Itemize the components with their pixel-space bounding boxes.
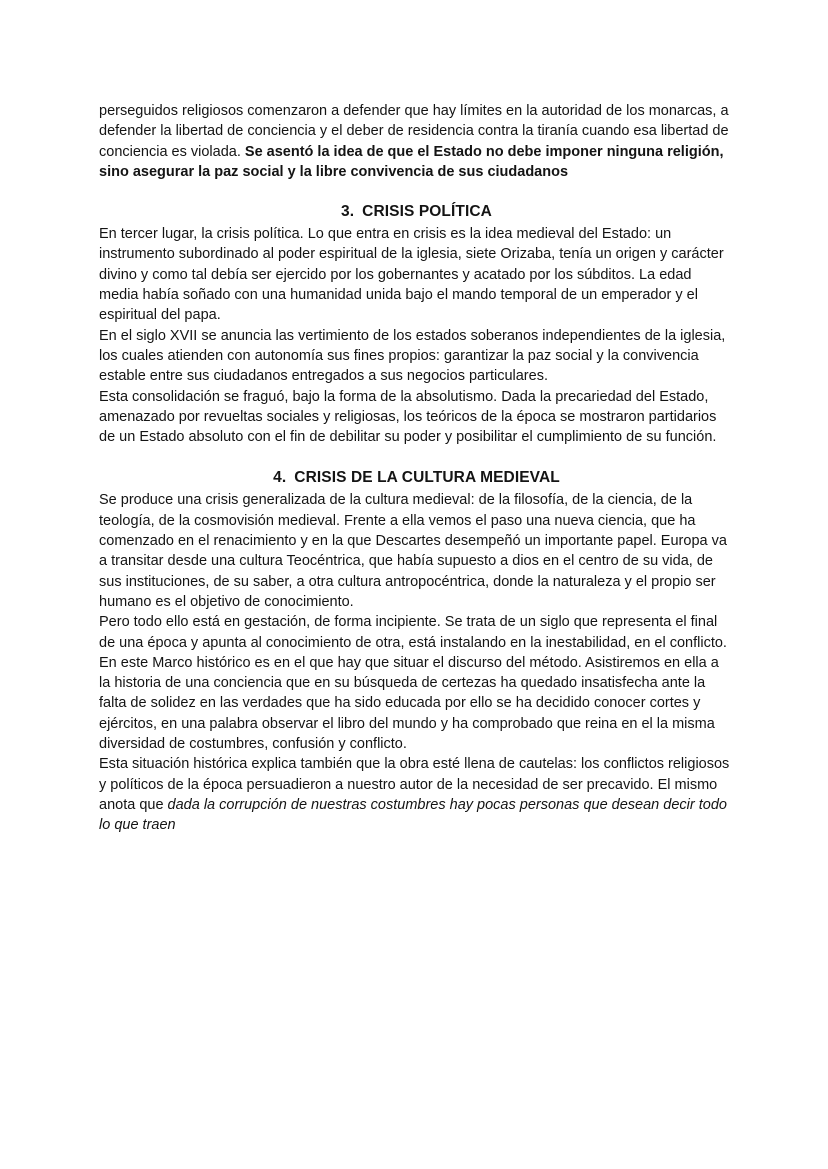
intro-paragraph (99, 101, 734, 182)
section-3-paragraph-2: En el siglo XVII se anuncia las vertimiento de los estados soberanos independientes de la iglesia, los cuales atienden con autonomía sus fines propios: garantizar la paz social y la convivencia estable entre sus ciudadanos entregados a sus negocios particulares. (99, 327, 726, 385)
intro-text: perseguidos religiosos comenzaron a defender que hay límites en la autoridad de los monarcas, a defender la libertad de conciencia y el deber de residencia contra la tiranía cuando esa libertad de conciencia es violada. (99, 103, 729, 160)
section-4-paragraph-4 (99, 754, 734, 835)
section-3-number: 3. (341, 203, 355, 221)
section-4-paragraph-3: En este Marco histórico es en el que hay que situar el discurso del método. Asistiremos en ella a la historia de una conciencia que en su búsqueda de certezas ha quedado insatisfecha ante la falta de solidez en las verdades que ha sido educada por ello se ha decidido conocer cortes y ejércitos, en una palabra observar el libro del mundo y ha comprobado que reina en el la misma diversidad de costumbres, confusión y conflicto. (99, 654, 719, 753)
section-3-heading (99, 202, 734, 222)
section-4-paragraph-1: Se produce una crisis generalizada de la cultura medieval: de la filosofía, de la ciencia, de la teología, de la cosmovisión medieval. Frente a ella vemos el paso una nueva ciencia, que ha comenzado en el renacimiento y en la que Descartes desempeñó un importante papel. Europa va a transitar desde una cultura Teocéntrica, que había supuesto a dios en el centro de su vida, de sus instituciones, de su saber, a otra cultura antropocéntrica, donde la naturaleza y el propio ser humano es el objetivo de conocimiento. (99, 492, 727, 610)
section-3-title: CRISIS POLÍTICA (362, 203, 492, 221)
section-3-paragraph-1: En tercer lugar, la crisis política. Lo que entra en crisis es la idea medieval del Estado: un instrumento subordinado al poder espiritual de la iglesia, siete Orizaba, tenía un origen y carácter divino y como tal debía ser ejercido por los gobernantes y acatado por los súbditos. La edad media había soñado con una humanidad unida bajo el mando temporal de un emperador y el espiritual del papa. (99, 226, 724, 324)
section-4-paragraph-2: Pero todo ello está en gestación, de forma incipiente. Se trata de un siglo que representa el final de una época y apunta al conocimiento de otra, está instalando en la inestabilidad, en el conflicto. (99, 614, 727, 651)
section-4-heading (99, 468, 734, 488)
intro-bold-statement: Se asentó la idea de que el Estado no debe imponer ninguna religión, sino asegurar la paz social y la libre convivencia de sus ciudadanos (99, 143, 724, 180)
section-4-quote: dada la corrupción de nuestras costumbres hay pocas personas que desean decir todo lo que traen (99, 796, 727, 834)
section-4-paragraph-4-text: Esta situación histórica explica también que la obra esté llena de cautelas: los conflictos religiosos y políticos de la época persuadieron a nuestro autor de la necesidad de ser precavido. El mismo anota que (99, 756, 730, 813)
section-3-paragraph-3: Esta consolidación se fraguó, bajo la forma de la absolutismo. Dada la precariedad del Estado, amenazado por revueltas sociales y religiosas, los teóricos de la época se mostraron partidarios de un Estado absoluto con el fin de debilitar su poder y posibilitar el cumplimiento de su función. (99, 388, 717, 446)
section-4-number: 4. (273, 469, 287, 487)
document-page (99, 101, 734, 836)
section-4-title: CRISIS DE LA CULTURA MEDIEVAL (294, 469, 560, 487)
